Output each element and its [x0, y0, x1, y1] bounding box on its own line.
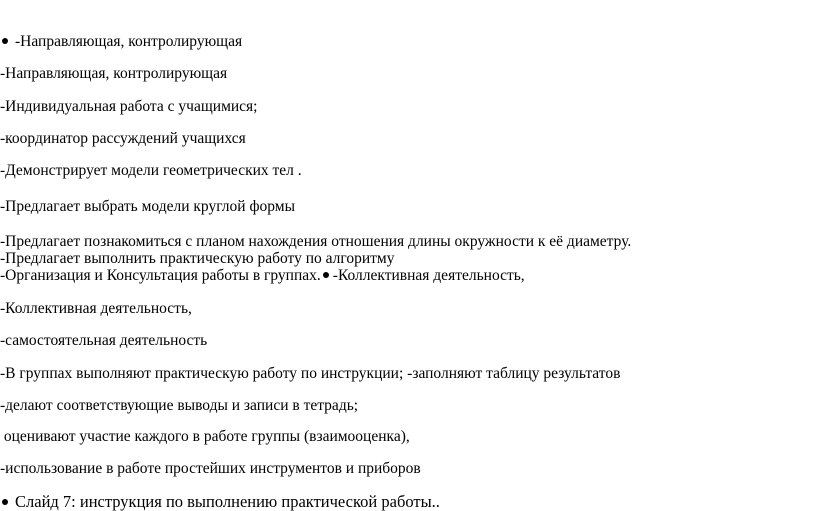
text-line: -Предлагает познакомиться с планом нахождения отношения длины окружности к её диаметру. — [0, 233, 632, 250]
bullet-icon — [2, 499, 8, 505]
text-line: -делают соответствующие выводы и записи в тетрадь; — [0, 397, 359, 414]
text-line: -В группах выполняют практическую работу по инструкции; -заполняют таблицу результатов — [0, 365, 621, 382]
text-line: -Коллективная деятельность, — [0, 300, 192, 317]
bullet-line-role: -Направляющая, контролирующая — [0, 33, 242, 51]
text-line: -использование в работе простейших инструментов и приборов — [0, 460, 421, 477]
text-line: -Предлагает выбрать модели круглой формы — [0, 198, 295, 215]
text-line: -Демонстрирует модели геометрических тел . — [0, 162, 302, 179]
text-line-with-bullet: -Организация и Консультация работы в группах. -Коллективная деятельность, — [0, 267, 525, 284]
bullet-icon — [323, 272, 329, 278]
text-line: -Направляющая, контролирующая — [0, 65, 228, 82]
bullet-icon — [2, 38, 8, 44]
text-line: оценивают участие каждого в работе группы (взаимооценка), — [0, 428, 410, 445]
text-line: -координатор рассуждений учащихся — [0, 130, 246, 147]
text-line: -самостоятельная деятельность — [0, 332, 208, 349]
bullet-line-slide: Слайд 7: инструкция по выполнению практической работы.. — [0, 493, 440, 511]
text-line: -Индивидуальная работа с учащимися; — [0, 98, 258, 115]
text-line: -Предлагает выполнить практическую работу по алгоритму — [0, 250, 395, 267]
